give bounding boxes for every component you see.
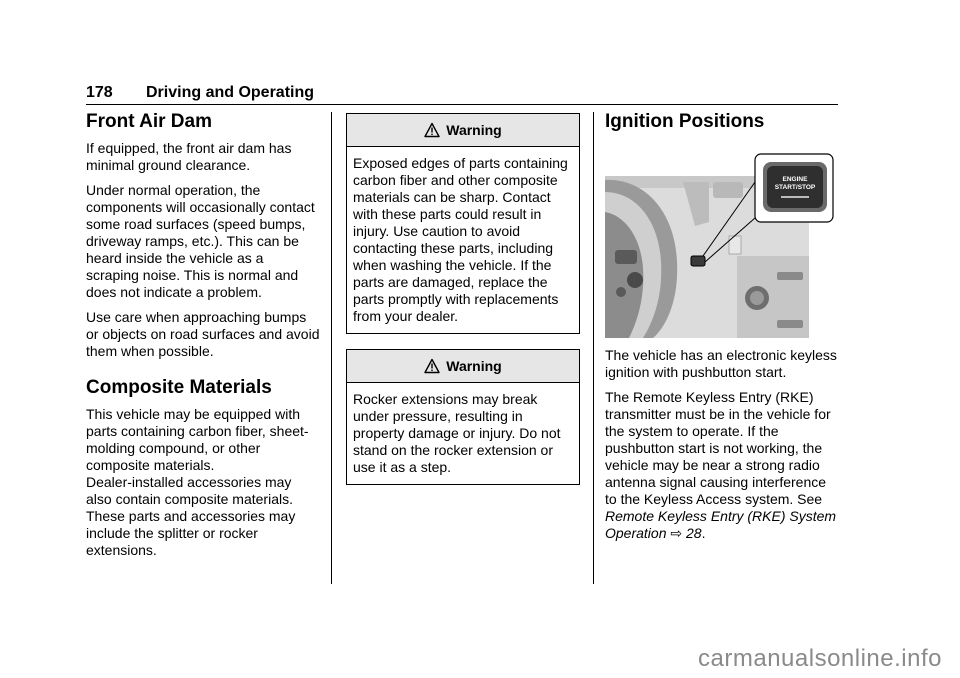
engine-button-label-1: ENGINE — [782, 176, 808, 183]
warning-icon — [424, 358, 440, 374]
site-watermark: carmanualsonline.info — [698, 645, 942, 672]
chapter-title: Driving and Operating — [146, 84, 315, 101]
warning-box-carbon-fiber — [346, 113, 580, 334]
ignition-paragraph-1: The vehicle has an electronic keyless ignition with pushbutton start. — [605, 347, 837, 380]
column-divider-right — [593, 112, 594, 584]
air-dam-paragraph-1: If equipped, the front air dam has minimal ground clearance. — [86, 140, 292, 173]
rke-link[interactable]: Remote Keyless Entry (RKE) System Operation — [605, 508, 837, 541]
left-column — [86, 110, 320, 559]
warning-label: Warning — [446, 122, 502, 138]
ignition-illustration — [605, 152, 837, 338]
air-dam-paragraph-2: Under normal operation, the components will occasionally contact some road surfaces (speed bumps, driveway ramps, etc.). This can be heard inside the vehicle as a scraping noise. This is normal and does not indicate a problem. — [86, 182, 315, 300]
paragraph-end: . — [701, 525, 706, 541]
warning-text: Exposed edges of parts containing carbon fiber and other composite materials can be sharp. Contact with these parts could result in injury. Use caution to avoid contacting these parts, including when washing the vehicle. If the parts are damaged, replace the parts promptly with replacements from your dealer. — [353, 155, 568, 324]
warning-text: Rocker extensions may break under pressure, resulting in property damage or injury. Do not stand on the rocker extension or use it as a step. — [353, 391, 561, 475]
column-divider-left — [331, 112, 332, 584]
page-header — [86, 84, 838, 105]
page-number: 178 — [86, 84, 113, 101]
ref-arrow-icon: ⇨ — [670, 525, 683, 541]
front-air-dam-heading: Front Air Dam — [86, 111, 212, 132]
composite-paragraph-2: Dealer-installed accessories may also contain composite materials. These parts and accessories may include the splitter or rocker extensions. — [86, 474, 296, 558]
dashboard-drawing — [605, 152, 837, 338]
warning-header — [347, 114, 579, 147]
composite-materials-heading: Composite Materials — [86, 377, 272, 398]
ignition-positions-heading: Ignition Positions — [605, 111, 765, 132]
ignition-heading-wrap — [605, 110, 839, 134]
engine-button-label-2: START/STOP — [774, 184, 816, 191]
ignition-paragraph-2 — [605, 389, 841, 542]
ignition-text — [605, 347, 841, 542]
warning-icon — [424, 122, 440, 138]
ref-page-number[interactable]: 28 — [686, 525, 702, 541]
warning-label: Warning — [446, 358, 502, 374]
warning-box-rocker — [346, 349, 580, 485]
composite-paragraph-1: This vehicle may be equipped with parts containing carbon fiber, sheet-molding compound, or other composite materials. — [86, 406, 309, 473]
ignition-paragraph-2-text: The Remote Keyless Entry (RKE) transmitter must be in the vehicle for the system to operate. If the pushbutton start is not working, the vehicle may be near a strong radio antenna signal causing interference to the Keyless Access system. See — [605, 389, 831, 507]
warning-header — [347, 350, 579, 383]
air-dam-paragraph-3: Use care when approaching bumps or objects on road surfaces and avoid them when possible. — [86, 309, 320, 359]
